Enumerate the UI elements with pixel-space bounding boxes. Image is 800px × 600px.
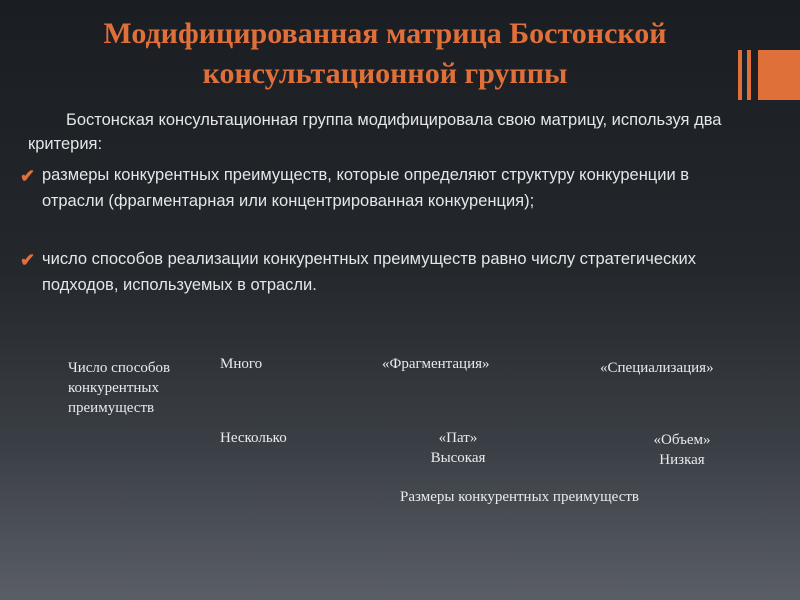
matrix-row-high-label: Много	[220, 356, 263, 372]
bullet-item	[20, 162, 740, 214]
matrix-cell-volume	[634, 430, 730, 470]
decorative-block	[758, 50, 800, 100]
matrix-row-low-label: Несколько	[220, 430, 287, 446]
bullet-item	[20, 246, 740, 298]
page-title	[40, 14, 730, 94]
bullet-text: размеры конкурентных преимуществ, которые определяют структуру конкуренции в отрасли (фрагментарная или концентрированная конкуренция);	[42, 166, 690, 210]
check-mark-icon: ✔	[20, 166, 36, 186]
decorative-bar	[747, 50, 751, 100]
matrix-cell-label: «Пат»	[438, 430, 478, 446]
matrix-cell-label: «Объем»	[653, 432, 711, 448]
matrix-column-high-label: Высокая	[430, 450, 486, 466]
title-line-2: консультационной группы	[202, 57, 568, 90]
matrix-cell-specialization: «Специализация»	[600, 360, 714, 376]
check-mark-icon: ✔	[20, 250, 36, 270]
decorative-bar	[738, 50, 742, 100]
matrix-cell-fragmentation: «Фрагментация»	[382, 356, 490, 372]
bullet-text: число способов реализации конкурентных преимуществ равно числу стратегических подходов, используемых в отрасли.	[42, 250, 696, 294]
matrix-column-low-label: Низкая	[659, 452, 705, 468]
matrix-x-axis-label: Размеры конкурентных преимуществ	[400, 489, 639, 505]
matrix-y-axis-label: Число способов конкурентных преимуществ	[68, 360, 171, 416]
title-line-1: Модифицированная матрица Бостонской	[103, 17, 667, 50]
intro-paragraph: Бостонская консультационная группа модифицировала свою матрицу, используя два критерия:	[28, 111, 722, 153]
matrix-cell-stalemate	[418, 428, 498, 468]
